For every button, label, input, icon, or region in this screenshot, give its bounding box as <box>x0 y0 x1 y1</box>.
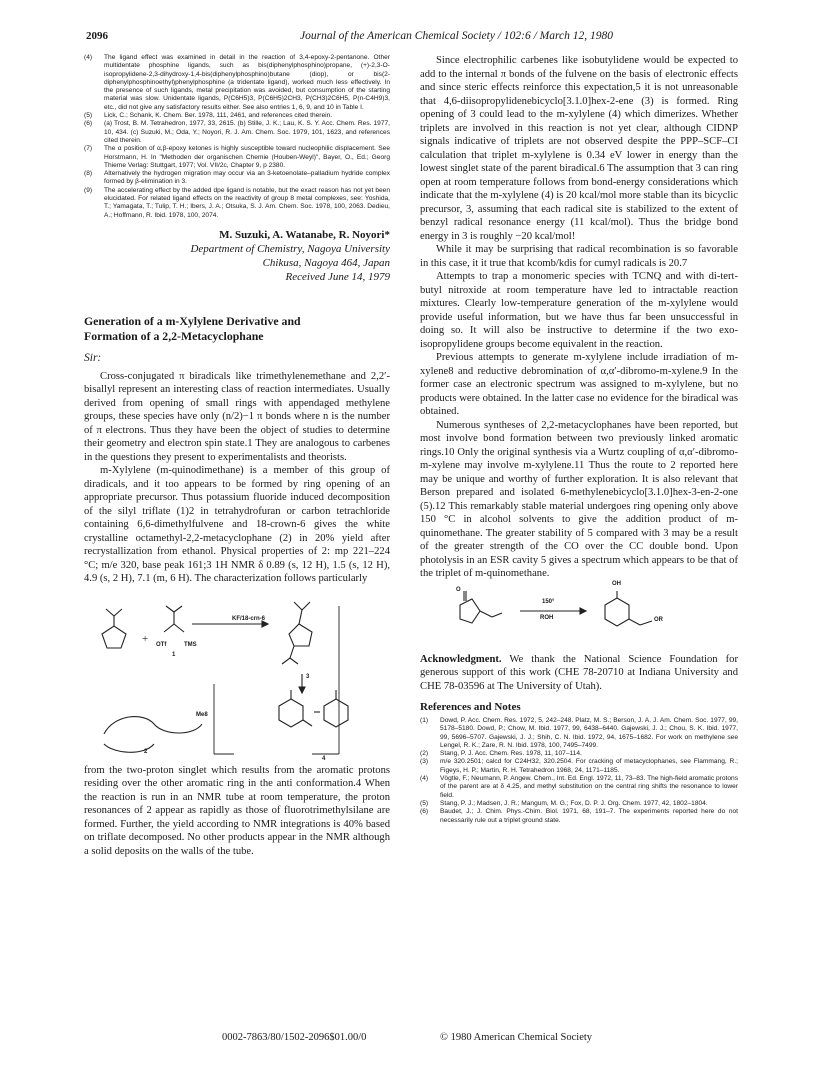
previous-article-notes <box>84 54 390 220</box>
paragraph: Cross-conjugated π biradicals like trimethylenemethane and 2,2′-bisallyl represent an interesting class of reaction intermediates. Usually derived from opening of small rings with appendaged methylene groups, these species have only (n/2)−1 π bonds where n is the number of π electrons. Thus they have been the object of studies to determine their geometry and electron spin state.1 They are analogous to carbenes in the questions they present to experimentalists and theorists. <box>84 370 390 463</box>
reference-item: (2) Stang, P. J. Acc. Chem. Res. 1978, 11, 107–114. <box>420 750 582 758</box>
compound-2-label: 2 <box>144 748 148 755</box>
paragraph: While it may be surprising that radical recombination is so favorable in this case, it it true that kcomb/kdis for cumyl radicals is 20.7 <box>420 244 738 269</box>
paragraph: Previous attempts to generate m-xylylene include irradiation of m-xylene8 and reductive debromination of α,α′-dibromo-m-xylene.9 In the former case an electronic spectrum was assigned to m-xylylene, but no products were obtained. In the latter case no evidence for the biradical was obtained. <box>420 352 738 417</box>
author-department: Department of Chemistry, Nagoya University <box>190 242 390 255</box>
me8-label: Me8 <box>196 711 208 718</box>
references-list <box>420 717 738 825</box>
author-names: M. Suzuki, A. Watanabe, R. Noyori* <box>219 228 390 241</box>
article-title: Generation of a m-Xylylene Derivative and Formation of a 2,2-Metacyclophane <box>84 313 301 343</box>
ketone-o-label: O <box>456 586 461 593</box>
note-item: (8) Alternatively the hydrogen migration may occur via an 3-ketoenolate–palladium hydride complex formed by β-elimination in 3. <box>84 170 390 186</box>
references-title: References and Notes <box>420 701 521 713</box>
page-number: 2096 <box>86 30 108 42</box>
left-column <box>84 54 390 858</box>
running-head: Journal of the American Chemical Society / 102:6 / March 12, 1980 <box>300 30 613 42</box>
tms-label: TMS <box>184 641 197 648</box>
reference-item: (5) Stang, P. J.; Madsen, J. R.; Mangum, M. G.; Fox, D. P. J. Org. Chem. 1977, 42, 1802–1804. <box>420 799 708 807</box>
paragraph: Numerous syntheses of 2,2-metacyclophanes have been reported, but most involve bond formation between two previously linked aromatic rings.10 Only the original synthesis via a Wurtz coupling of α,α′-dibromo-m-xylene may involve m-xylylene.11 Thus the route to 2 reported here may be unique and worthy of further exploration. It is also relevant that Berson prepared and isolated 6-methylenebicyclo[3.1.0]hex-3-en-2-one (5).12 This remarkably stable material undergoes ring opening only above 150 °C in alcohol solvents to give the addition product of m-quinomethane. The greater stability of 5 compared with 3 may be a result of the greater strength of the CO over the CC double bond. Upon photolysis in an ESR cavity 5 gives a spectrum which appears to be that of the triplet of m-quinomethane. <box>420 419 738 579</box>
author-location: Chikusa, Nagoya 464, Japan <box>262 256 390 269</box>
compound-1-label: 1 <box>172 651 176 658</box>
svg-text:+: + <box>142 632 149 645</box>
left-body-continued <box>84 764 390 859</box>
note-item: (9) The accelerating effect by the added dpe ligand is notable, but the exact reason has not yet been elucidated. For related ligand effects on the reactivity of group 8 metal complexes, see: Yoshida, T.; Yamagata, T.; Tulip, T. H.; Ibers, J. A.; Otsuka, S. J. Am. Chem. Soc. 1978, 100, 2063. Dedieu, A.; Hoffmann, R. Ibid. 1978, 100, 2074. <box>84 186 390 219</box>
paragraph: Attempts to trap a monomeric species with TCNQ and with di-tert-butyl nitroxide at room temperature have led to intractable reaction mixtures. Clearly low-temperature generation of the m-xylylene would provide useful information, but we have thus far been unsuccessful in doing so. It will also be instructive to determine if the two exo-isopropylidene groups become equivalent in the reaction. <box>420 271 738 350</box>
note-item: (4) The ligand effect was examined in detail in the reaction of 3,4-epoxy-2-pentanone. Other multidentate phosphine ligands, such as bis(diphenylphosphino)propane, (+)-2,3-O-isopropylidene-2,3-dihydroxy-1,4-bis(diphenylphosphino)butane (diop), or bis(2-diphenylphosphinoethyl)phenylphosphine (a tridentate ligand), worked much less effectively. In the presence of such ligands, metal precipitation was avoided, but consumption of the starting material was slow. Unidentate ligands, P(C6H5)3, P(C6H5)2CH3, P(CH3)2C6H5, P(n-C4H9)3, etc., did not give any satisfactory results either. See also entries 1, 6, 9, and 10 in Table I. <box>84 54 390 111</box>
solvent-label: ROH <box>540 614 554 621</box>
paragraph: from the two-proton singlet which results from the aromatic protons residing over the other aromatic ring in the anti conformation.4 When the reaction is run in an NMR tube at room temperature, the proton resonances of 2 appear as rapidly as those of fluorotrimethylsilane are formed. Further, the yield according to NMR integrations is 40% based on triflate decomposed. No other products appear in the NMR although a solid deposits on the walls of the tube. <box>84 764 390 857</box>
reaction-scheme <box>84 594 390 764</box>
reference-item: (3) m/e 320.2501; calcd for C24H32, 320.2504. For cracking of metacyclophanes, see Flammang, R.; Figeys, H. P.; Martin, R. H. Tetrahedron 1968, 24, 1171–1185. <box>420 758 738 774</box>
oh-label: OH <box>612 580 621 587</box>
paragraph: Since electrophilic carbenes like isobutylidene would be expected to add to the internal π bonds of the fulvene on the basis of electronic effects and since steric effects reinforce this expectation,5 it is not unreasonable that 4,6-diisopropylidenebicyclo[3.1.0]hex-2-ene (3) is formed. Ring opening of 3 could lead to the m-xylylene (4) which dimerizes. Whether triplets are involved in this reaction is not yet clear, although CIDNP signals indicative of triplets are not observed despite the PPP–SCF–CI calculation that triplet m-xylylene is 0.34 eV lower in energy than the lowest singlet state of the parent biradical.6 The assumption that 3 can ring open at room temperature follows from bond-energy considerations which indicate that the m-xylylene (4) is 20 kcal/mol more stable than its bicyclic precursor, 3, assuming that each radical site is stabilized to the extent of benzyl radical resonance energy (11 kcal/mol). Thus the bridge bond energy in 3 is roughly −20 kcal/mol! <box>420 55 738 242</box>
quinomethane-scheme <box>420 580 738 643</box>
or-label: OR <box>654 616 663 623</box>
left-body <box>84 370 390 586</box>
compound-4-label: 4 <box>322 755 326 762</box>
footer-copyright: © 1980 American Chemical Society <box>440 1032 593 1043</box>
salutation: Sir: <box>84 351 102 364</box>
received-date: Received June 14, 1979 <box>285 270 390 283</box>
note-item: (6) (a) Trost, B. M. Tetrahedron, 1977, 33, 2615. (b) Stille, J. K.; Lau, K. S. Y. Acc. Chem. Res. 1977, 10, 434. (c) Suzuki, M.; Oda, Y.; Noyori, R. J. Am. Chem. Soc. 1979, 101, 1623, and references cited therein. <box>84 120 390 144</box>
note-item: (5) Lick, C.; Schank, K. Chem. Ber. 1978, 111, 2461, and references cited therein. <box>84 112 333 120</box>
quinomethane-drawing <box>420 587 738 643</box>
note-item: (7) The α position of α,β-epoxy ketones is highly susceptible toward nucleophilic displacement. See Horstmann, H. In "Methoden der organischen Chemie (Houben-Weyl)", Bayer, O., Ed.; Georg Thieme Verlag: Stuttgart, 1977; Vol. VII/2c, Chapter 9, p 2380. <box>84 145 390 169</box>
right-column <box>420 54 738 825</box>
reference-item: (6) Baudet, J.; J. Chim. Phys.-Chim. Biol. 1971, 68, 191–7. The experiments reported here do not necessarily rule out a triplet ground state. <box>420 808 738 824</box>
otf-label: OTf <box>156 641 167 648</box>
temp-label: 150° <box>542 598 555 605</box>
reference-item: (1) Dowd, P. Acc. Chem. Res. 1972, 5, 242–248. Platz, M. S.; Berson, J. A. J. Am. Chem. Soc. 1977, 99, 5178–5180. Dowd, P.; Chow, M. Ibid. 1977, 99, 6438–6440. Gajewski, J. J.; Chou, S. K. Ibid. 1977, 99, 5696–5707. Gajewski, J. J.; Shih, C. N. Ibid. 1972, 94, 1675–1682. For work on methylene see Lengel, R. K.; Zare, R. N. Ibid. 1978, 100, 7495–7499. <box>420 717 738 749</box>
acknowledgment: Acknowledgment. We thank the National Science Foundation for generous support of this work (CHE 78-20710 at Indiana University and CHE 78-03596 at The University of Utah). <box>420 653 738 692</box>
right-body <box>420 54 738 581</box>
reagent-label: KF/18-crn-6 <box>232 615 266 622</box>
author-block <box>84 228 390 284</box>
paragraph: m-Xylylene (m-quinodimethane) is a member of this group of diradicals, and it too appears to be formed by ring opening of an appropriate precursor. Thus potassium fluoride induced decomposition of the silyl triflate (1)2 in tetrahydrofuran or carbon tetrachloride containing 6,6-dimethylfulvene and 18-crown-6 gives the white crystalline octamethyl-2,2-metacyclophane (2) in 20% yield after recrystallization from ethanol. Physical properties of 2: mp 221–224 °C; m/e 320, base peak 161;3 1H NMR δ 0.89 (s, 12 H), 1.5 (s, 12 H), 4.9 (s, 2 H), 7.1 (m, 6 H). The characterization follows particularly <box>84 465 390 585</box>
compound-3-label: 3 <box>306 673 310 680</box>
footer-code: 0002-7863/80/1502-2096$01.00/0 <box>222 1032 367 1043</box>
reference-item: (4) Vögtle, F.; Neumann, P. Angew. Chem., Int. Ed. Engl. 1972, 11, 73–83. The high-field aromatic protons of the parent are at δ 4.25, and methyl substitution on the central ring shifts the resonance to lower field. <box>420 775 738 799</box>
